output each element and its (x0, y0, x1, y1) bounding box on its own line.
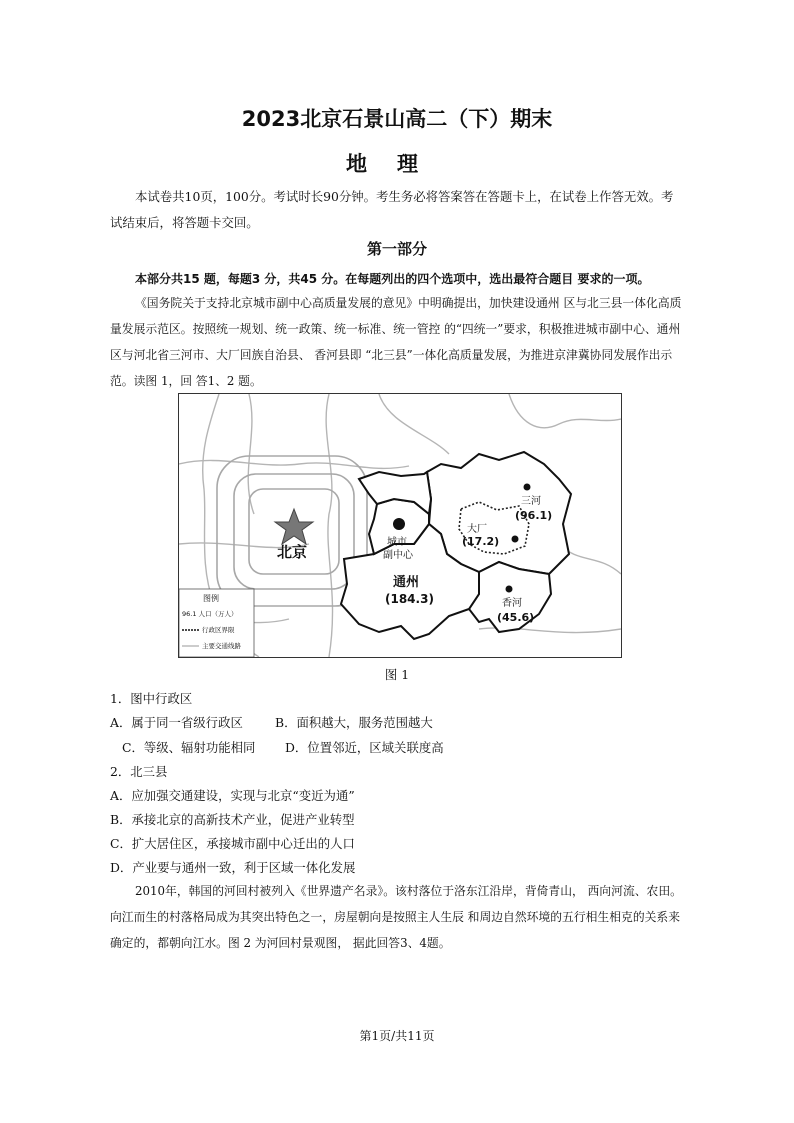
legend-population: 96.1 人口（万人） (182, 610, 238, 618)
question-1-option-d: D．位置邻近，区域关联度高 (285, 740, 444, 755)
label-city-1: 城市 (387, 537, 407, 548)
question-2-option-a: A．应加强交通建设，实现与北京“变近为通” (110, 788, 355, 803)
figure-1-map (178, 393, 622, 658)
subject-title: 地理 (346, 152, 448, 176)
figure-1-caption: 图 1 (384, 667, 410, 682)
label-tongzhou: 通州 (393, 575, 420, 590)
label-tongzhou-pop: (184.3) (385, 592, 434, 606)
xianghe-dot (506, 586, 513, 593)
sub-center-dot (393, 518, 405, 530)
exam-intro: 本试卷共10页，100分。考试时长90分钟。考生务必将答案答在答题卡上，在试卷上作答无效。考试结束后，将答题卡交回。 (110, 189, 674, 230)
label-beijing: 北京 (277, 543, 308, 561)
question-1-option-b: B．面积越大，服务范围越大 (275, 715, 433, 730)
passage-1: 《国务院关于支持北京城市副中心高质量发展的意见》中明确提出，加快建设通州 区与北三县一体化高质量发展示范区。按照统一规划、统一政策、统一标准、统一管控 的“四统一”要求，积极推进城市副中心、通州区与河北省三河市、大厂回族自治县、 香河县即 “北三县”一体化高质量发展，为推进京津冀协同发展作出示范。读图 1，回 答1、2 题。 (110, 296, 682, 388)
question-2-stem: 2．北三县 (110, 764, 168, 779)
exam-title: 2023北京石景山高二（下）期末 (241, 107, 553, 131)
sanhe-dot (524, 484, 531, 491)
legend-roads: 主要交通线路 (202, 642, 241, 650)
label-dachang: 大厂 (467, 524, 487, 535)
question-1-option-a: A．属于同一省级行政区 (110, 715, 243, 730)
part-heading: 第一部分 (366, 240, 427, 258)
beijing-star (275, 509, 313, 544)
label-sanhe: 三河 (521, 496, 541, 507)
label-xianghe: 香河 (502, 598, 522, 609)
legend-title: 图例 (203, 594, 219, 603)
question-1-stem: 1．图中行政区 (110, 691, 193, 706)
label-dachang-pop: (17.2) (462, 535, 500, 548)
question-2-option-c: C．扩大居住区，承接城市副中心迁出的人口 (110, 836, 355, 851)
legend-boundary: 行政区界限 (202, 626, 235, 634)
part-instructions: 本部分共15 题，每题3 分，共45 分。在每题列出的四个选项中，选出最符合题目 要求的一项。 (135, 272, 650, 286)
label-city-2: 副中心 (383, 550, 413, 561)
question-2-option-b: B．承接北京的高新技术产业，促进产业转型 (110, 812, 355, 827)
question-2-option-d: D．产业要与通州一致，利于区域一体化发展 (110, 860, 356, 875)
label-sanhe-pop: (96.1) (515, 509, 553, 522)
question-1-option-c: C．等级、辐射功能相同 (122, 740, 256, 755)
label-xianghe-pop: (45.6) (497, 611, 535, 624)
map-legend (179, 589, 254, 657)
page-footer: 第1页/共11页 (359, 1029, 435, 1043)
dachang-dot (512, 536, 519, 543)
passage-2: 2010年，韩国的河回村被列入《世界遗产名录》。该村落位于洛东江沿岸，背倚青山， 西向河流、农田。向江而生的村落格局成为其突出特色之一，房屋朝向是按照主人生辰 和周边自然环境的五行相生相克的关系来确定的，都朝向江水。图 2 为河回村景观图， 据此回答3、4题。 (110, 884, 682, 950)
